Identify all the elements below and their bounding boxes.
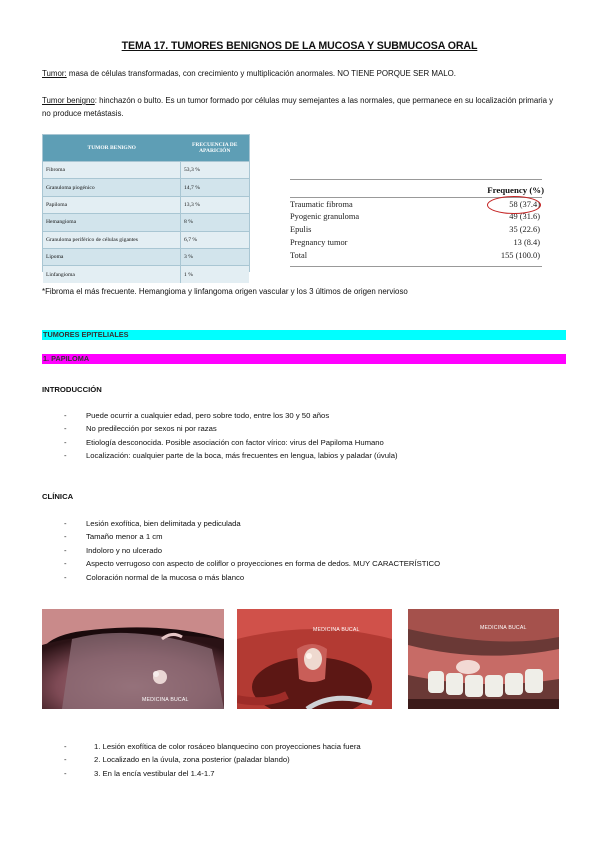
tumor-term: Tumor:	[42, 69, 67, 78]
table-row	[43, 214, 249, 231]
table-row	[290, 238, 542, 247]
table-cell: 14,7 %	[181, 179, 250, 196]
benigno-text: : hinchazón o bulto. Es un tumor formado por células muy semejantes a las normales, que permanece en su localización primaria y no produce metástasis.	[42, 96, 554, 118]
table-cell: Papiloma	[43, 196, 181, 213]
highlight-circle	[487, 196, 541, 214]
table-cell: Fibroma	[43, 162, 181, 179]
table1-header-tumor: TUMOR BENIGNO	[43, 135, 181, 162]
photo-captions	[64, 740, 361, 780]
list-item: - Lesión exofítica, bien delimitada y pediculada	[64, 517, 440, 530]
table-cell: 8 %	[181, 214, 250, 231]
list-item: - Localización: cualquier parte de la boca, más frecuentes en lengua, labios y paladar (úvula)	[64, 449, 398, 462]
reactive-lesions-table	[264, 150, 546, 271]
page-title: TEMA 17. TUMORES BENIGNOS DE LA MUCOSA Y SUBMUCOSA ORAL	[121, 40, 478, 52]
table2-top-rule	[290, 179, 542, 180]
table-row	[290, 251, 542, 260]
list-item: - 2. Localizado en la úvula, zona posterior (paladar blando)	[64, 753, 361, 766]
list-item: - 1. Lesión exofítica de color rosáceo blanquecino con proyecciones hacia fuera	[64, 740, 361, 753]
tumor-definition	[42, 67, 562, 80]
table-cell: 13,3 %	[181, 196, 250, 213]
table-cell: Pregnancy tumor	[290, 238, 348, 247]
table1-header-freq: FRECUENCIA DE APARICIÓN	[181, 135, 250, 162]
tumor-benigno-definition	[42, 94, 562, 120]
table-cell: 53,3 %	[181, 162, 250, 179]
table-cell: Linfangioma	[43, 266, 181, 283]
table-cell: 6,7 %	[181, 231, 250, 248]
intro-heading: INTRODUCCIÓN	[42, 385, 102, 394]
intro-list	[64, 409, 398, 463]
table-row	[43, 179, 249, 196]
table-cell: Granuloma periférico de células gigantes	[43, 231, 181, 248]
table-cell: Pyogenic granuloma	[290, 212, 360, 221]
list-item: - Tamaño menor a 1 cm	[64, 530, 440, 543]
table-cell: 13 (8.4)	[513, 238, 540, 247]
photo-gingiva-papilloma	[408, 609, 559, 709]
section-heading-tumores-epiteliales: TUMORES EPITELIALES	[42, 330, 566, 340]
list-item: - Puede ocurrir a cualquier edad, pero sobre todo, entre los 30 y 50 años	[64, 409, 398, 422]
photo-uvula-papilloma	[237, 609, 392, 709]
table-note: *Fibroma el más frecuente. Hemangioma y linfangoma origen vascular y los 3 últimos de origen nervioso	[42, 287, 408, 296]
table-row	[43, 231, 249, 248]
tumor-text: masa de células transformadas, con crecimiento y multiplicación anormales. NO TIENE PORQUE SER MALO.	[66, 69, 456, 78]
table-row	[43, 266, 249, 283]
list-item: - Coloración normal de la mucosa o más blanco	[64, 571, 440, 584]
photo-tongue-papilloma	[42, 609, 224, 709]
table-cell: Lipoma	[43, 248, 181, 265]
table-row	[43, 162, 249, 179]
table-cell: 35 (22.6)	[509, 225, 540, 234]
benigno-term: Tumor benigno	[42, 96, 95, 105]
section-heading-papiloma: 1. PAPILOMA	[42, 354, 566, 364]
table-cell: 155 (100.0)	[500, 251, 540, 260]
table-cell: 3 %	[181, 248, 250, 265]
table2-bottom-rule	[290, 266, 542, 267]
table-cell: 58 (37.4)	[509, 200, 540, 209]
clinica-list	[64, 517, 440, 584]
list-item: - Aspecto verrugoso con aspecto de coliflor o proyecciones en forma de dedos. MUY CARACTERÍSTICO	[64, 557, 440, 570]
table-cell: Hemangioma	[43, 214, 181, 231]
list-item: - Indoloro y no ulcerado	[64, 544, 440, 557]
table-cell: Epulis	[290, 225, 312, 234]
frequency-table-es	[42, 134, 250, 278]
table-row	[290, 225, 542, 234]
photo-watermark: MEDICINA BUCAL	[142, 697, 189, 703]
table-cell: 49 (31.6)	[509, 212, 540, 221]
list-item: - 3. En la encía vestibular del 1.4-1.7	[64, 767, 361, 780]
table-cell: 1 %	[181, 266, 250, 283]
table-cell: Total	[290, 251, 308, 260]
table-cell: Traumatic fibroma	[290, 200, 353, 209]
list-item: - Etiología desconocida. Posible asociación con factor vírico: virus del Papiloma Humano	[64, 436, 398, 449]
table2-header-frequency: Frequency (%)	[487, 185, 544, 195]
photo-watermark: MEDICINA BUCAL	[313, 627, 360, 633]
table-row	[43, 248, 249, 265]
list-item: - No predilección por sexos ni por razas	[64, 422, 398, 435]
photo-watermark: MEDICINA BUCAL	[480, 625, 527, 631]
table-cell: Granuloma piogénico	[43, 179, 181, 196]
clinica-heading: CLÍNICA	[42, 492, 74, 501]
table-row	[43, 196, 249, 213]
